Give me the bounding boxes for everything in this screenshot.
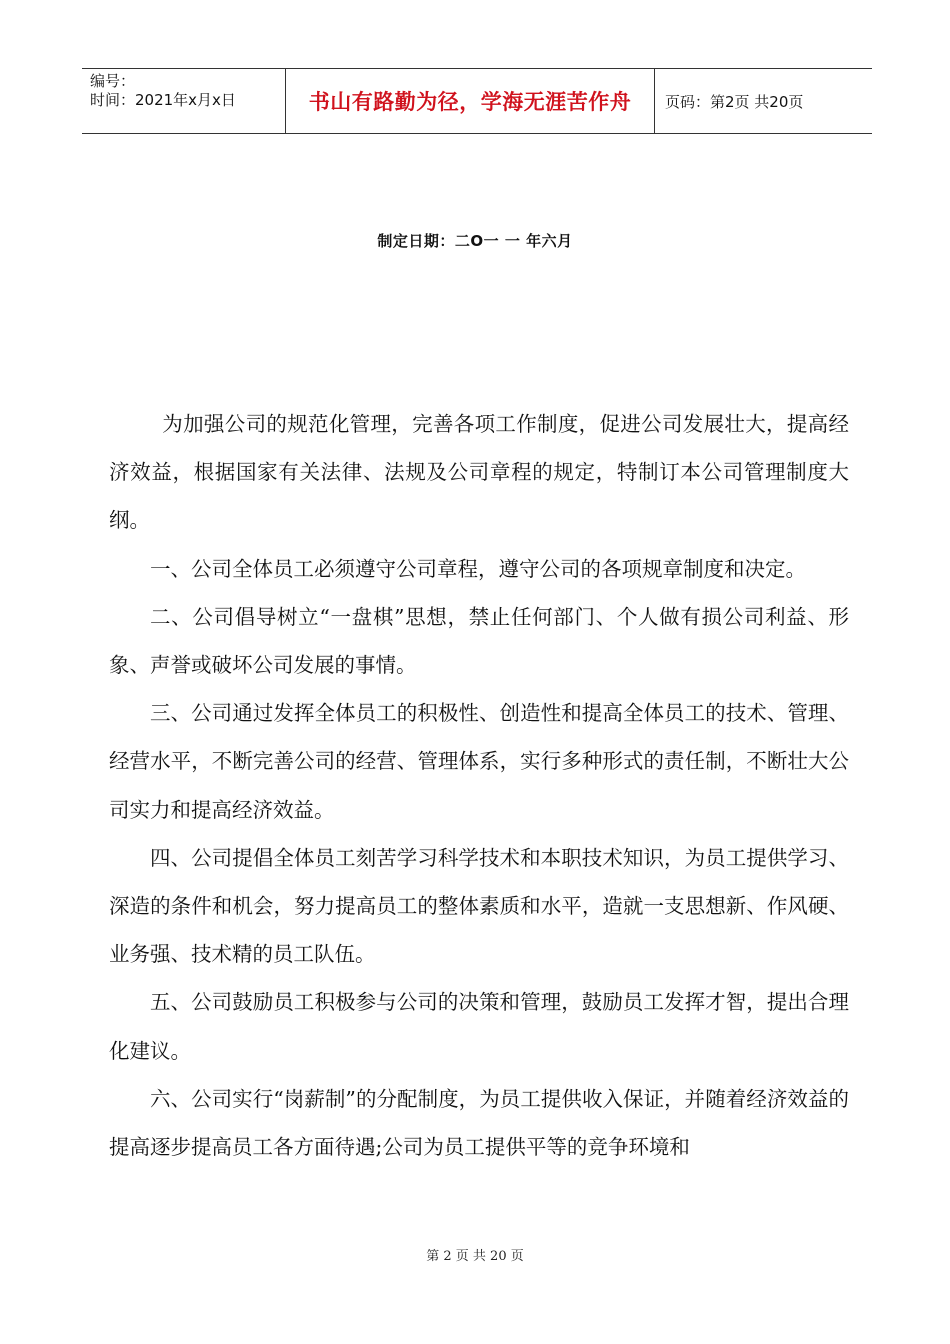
header-meta [82,69,285,133]
header-motto: 书山有路勤为径，学海无涯苦作舟 [285,69,655,133]
page-footer: 第 2 页 共 20 页 [426,1249,524,1264]
article-5: 五、公司鼓励员工积极参与公司的决策和管理，鼓励员工发挥才智，提出合理化建议。 [109,990,849,1063]
document-date: 制定日期：二O一 一 年六月 [377,232,573,250]
article-4: 四、公司提倡全体员工刻苦学习科学技术和本职技术知识，为员工提供学习、深造的条件和机会，努力提高员工的整体素质和水平，造就一支思想新、作风硬、业务强、技术精的员工队伍。 [109,845,849,967]
intro-paragraph: 为加强公司的规范化管理，完善各项工作制度，促进公司发展壮大，提高经济效益，根据国家有关法律、法规及公司章程的规定，特制订本公司管理制度大纲。 [109,412,849,533]
date-label: 时间：2021年x月x日 [90,91,236,109]
serial-label: 编号： [90,72,136,90]
document-body [109,400,849,1171]
article-1: 一、公司全体员工必须遵守公司章程，遵守公司的各项规章制度和决定。 [150,556,806,581]
article-6: 六、公司实行“岗薪制”的分配制度，为员工提供收入保证，并随着经济效益的提高逐步提高员工各方面待遇;公司为员工提供平等的竞争环境和 [109,1086,849,1160]
header-page-info: 页码：第2页 共20页 [665,92,804,111]
article-2: 二、公司倡导树立“一盘棋”思想，禁止任何部门、个人做有损公司利益、形象、声誉或破坏公司发展的事情。 [109,604,849,678]
page-header [82,68,872,134]
article-3: 三、公司通过发挥全体员工的积极性、创造性和提高全体员工的技术、管理、经营水平，不断完善公司的经营、管理体系，实行多种形式的责任制，不断壮大公司实力和提高经济效益。 [109,701,849,822]
